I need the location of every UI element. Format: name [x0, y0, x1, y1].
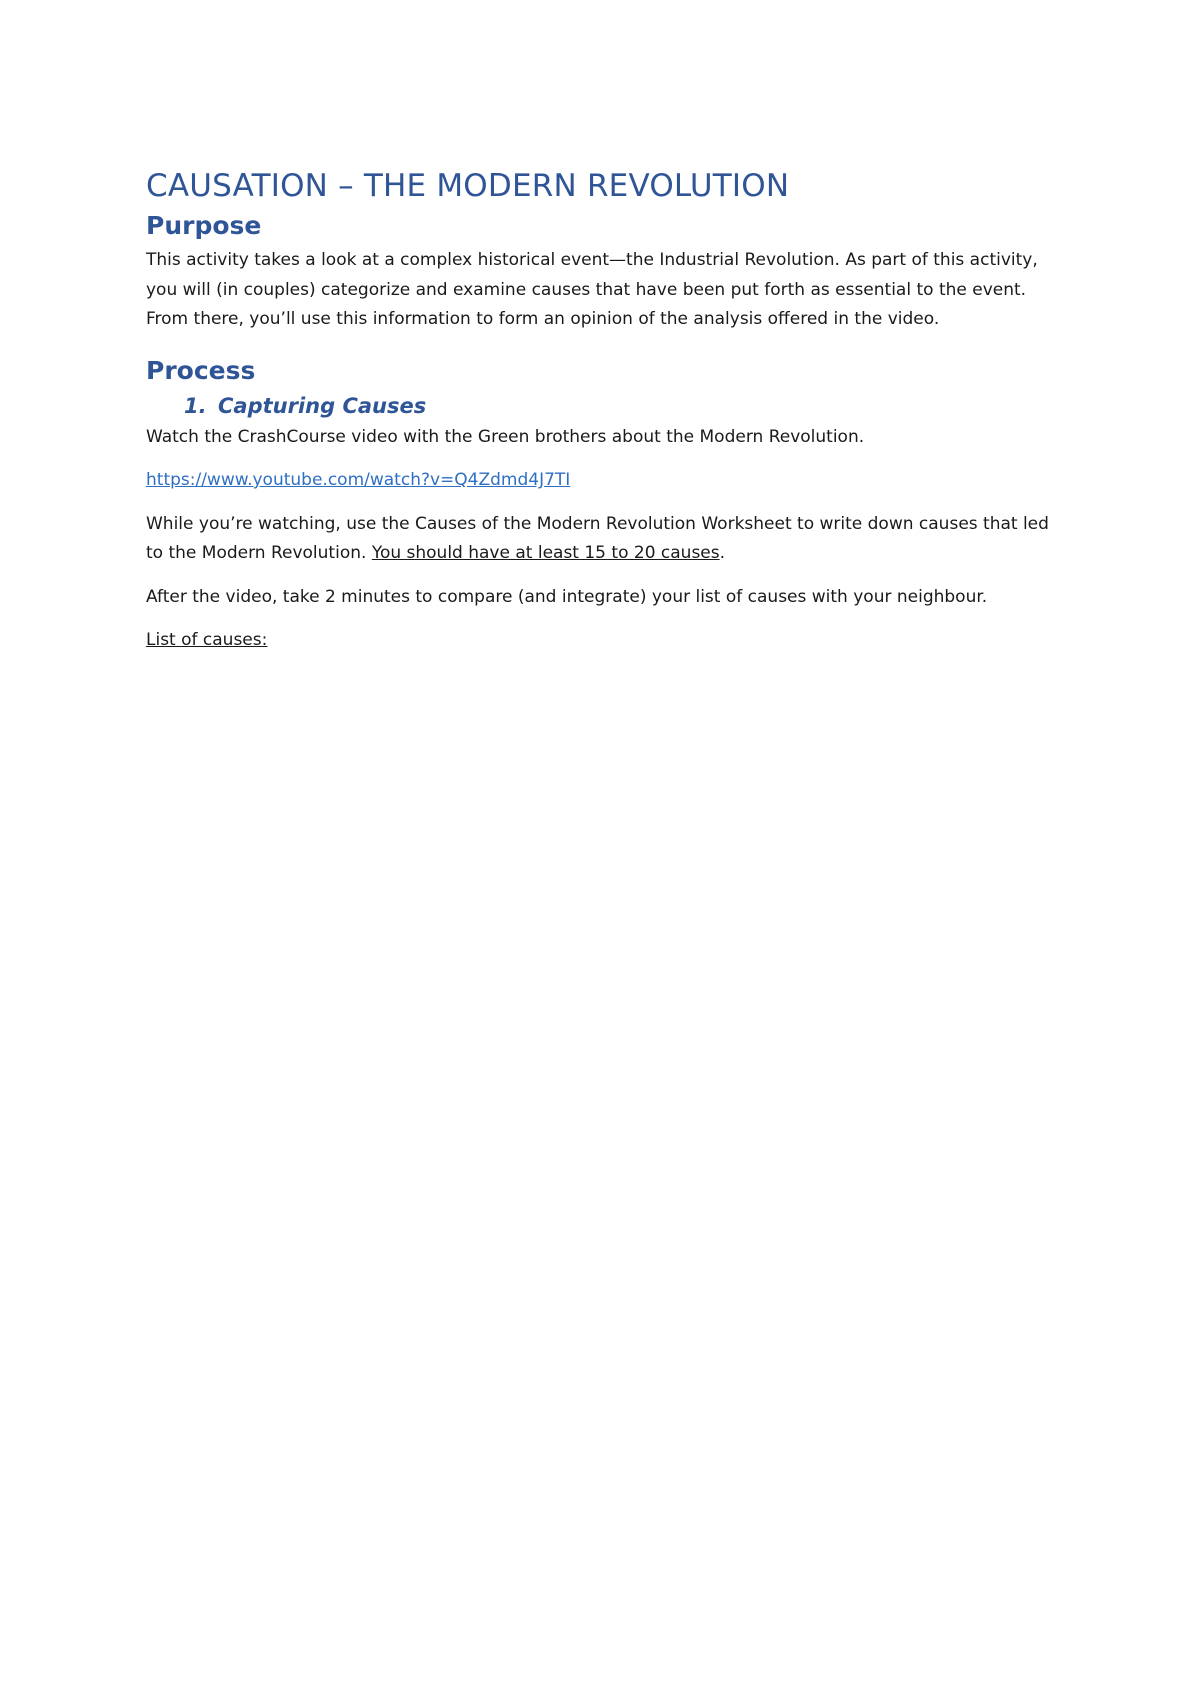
- subsection-title: Capturing Causes: [218, 393, 427, 418]
- list-of-causes-label-text: List of causes:: [146, 630, 268, 650]
- worksheet-instructions-end: .: [719, 543, 726, 563]
- document-body: [146, 168, 1056, 656]
- subsection-number: 1.: [184, 393, 207, 418]
- cause-count-requirement: You should have at least 15 to 20 causes: [371, 543, 720, 563]
- list-of-causes-label: [146, 626, 1056, 656]
- purpose-heading: Purpose: [146, 211, 262, 240]
- compare-instructions: After the video, take 2 minutes to compare (and integrate) your list of causes with your neighbour.: [146, 586, 988, 607]
- purpose-paragraph: This activity takes a look at a complex historical event—the Industrial Revolution. As part of this activity, you will (in couples) categorize and examine causes that have been put forth as essential to the event. From there, you’ll use this information to form an opinion of the analysis offered in the video.: [146, 250, 1038, 329]
- video-link-paragraph: [146, 466, 1056, 496]
- watch-instructions: Watch the CrashCourse video with the Green brothers about the Modern Revolution.: [146, 426, 865, 447]
- worksheet-instructions-text: While you’re watching, use the Causes of the Modern Revolution Worksheet to write down causes that led to the Modern Revolution.: [146, 513, 1049, 563]
- process-heading: Process: [146, 355, 256, 385]
- video-link[interactable]: https://www.youtube.com/watch?v=Q4Zdmd4J7TI: [146, 470, 571, 490]
- document-title: CAUSATION – THE MODERN REVOLUTION: [146, 168, 790, 204]
- worksheet-instructions: [146, 510, 1056, 569]
- subsection-heading-capturing-causes: [146, 391, 1056, 421]
